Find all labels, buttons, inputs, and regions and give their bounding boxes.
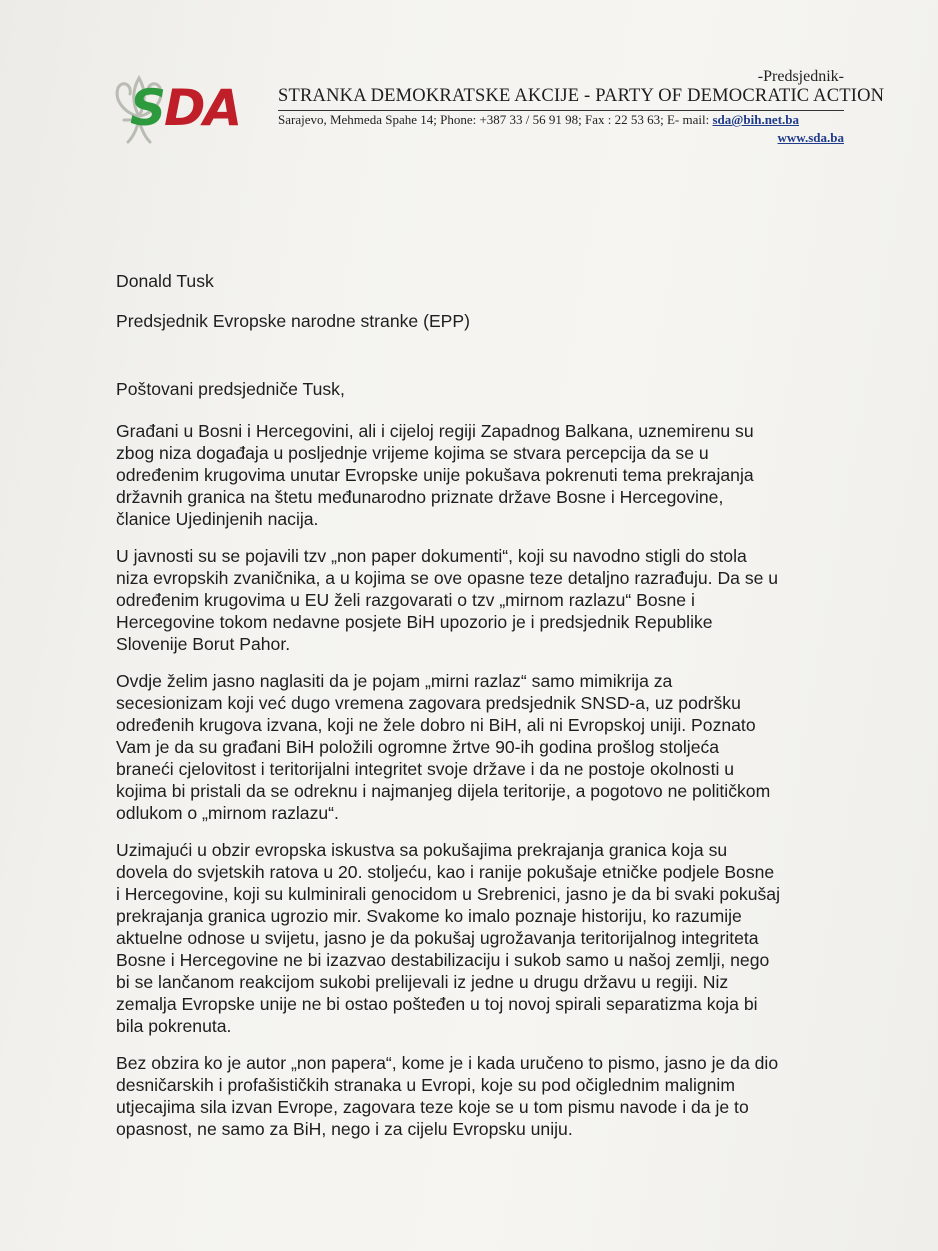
paragraph-line: odlukom o „mirnom razlazu“. [116,803,339,823]
website-link[interactable]: www.sda.ba [777,130,844,145]
paragraph-line: zbog niza događaja u posljednje vrijeme kojima se stvara percepcija da se u [116,443,709,463]
email-link[interactable]: sda@bih.net.ba [712,112,799,127]
recipient-name: Donald Tusk [116,271,214,291]
paragraph-line: prekrajanja granica ugrozio mir. Svakome ko imalo poznaje historiju, ko razumije [116,906,742,926]
salutation: Poštovani predsjedniče Tusk, [116,379,345,399]
recipient-title: Predsjednik Evropske narodne stranke (EPP) [116,311,471,331]
paragraph-1 [116,420,866,530]
paragraph-line: opasnost, ne samo za BiH, nego i za cijelu Evropsku uniju. [116,1119,573,1139]
paragraph-line: bi se lančanom reakcijom sukobi prelijevali iz jedne u drugu državu u regiji. Niz [116,972,729,992]
paragraph-line: niza evropskih zvaničnika, a u kojima se ove opasne teze detaljno razrađuju. Da se u [116,568,779,588]
letterhead [100,60,885,160]
paragraph-line: Hercegovine tokom nedavne posjete BiH upozorio je i predsjednik Republike [116,612,713,632]
paragraph-line: bila pokrenuta. [116,1016,232,1036]
paragraph-line: secesionizam koji već dugo vremena zagovara predsjednik SNSD-a, uz podršku [116,693,741,713]
paragraph-line: i Hercegovine, koji su kulminirali genocidom u Srebrenici, jasno je da bi svaki pokušaj [116,884,781,904]
contact-line [278,112,799,128]
paragraph-line: određenim krugovima unutar Evropske unije pokušava pokrenuti tema prekrajanja [116,465,754,485]
paragraph-line: Slovenije Borut Pahor. [116,634,291,654]
paragraph-line: Bosne i Hercegovine ne bi izazvao destabilizaciju i sukob samo u našoj zemlji, nego [116,950,770,970]
paragraph-line: članice Ujedinjenih nacija. [116,509,319,529]
logo-wordmark: SDA [130,79,241,137]
paragraph-line: određenim krugovima u EU želi razgovarati o tzv „mirnom razlazu“ Bosne i [116,590,695,610]
paragraph-line: Građani u Bosni i Hercegovini, ali i cijeloj regiji Zapadnog Balkana, uznemirenu su [116,421,754,441]
paragraph-line: državnih granica na štetu međunarodno priznate države Bosne i Hercegovine, [116,487,724,507]
paragraph-line: desničarskih i profašističkih stranaka u Evropi, koje su pod očiglednim malignim [116,1075,735,1095]
paragraph-line: zemalja Evropske unije ne bi ostao pošteđen u toj novoj spirali separatizma koja bi [116,994,758,1014]
paragraph-line: Vam je da su građani BiH položili ogromne žrtve 90-ih godina prošlog stoljeća [116,737,720,757]
sda-logo [100,68,250,148]
paragraph-2 [116,545,866,655]
letter-body [116,270,866,1140]
contact-details: Sarajevo, Mehmeda Spahe 14; Phone: +387 33 / 56 91 98; Fax : 22 53 63; E- mail: [278,112,713,127]
paragraph-line: Uzimajući u obzir evropska iskustva sa pokušajima prekrajanja granica koja su [116,840,728,860]
paragraph-line: kojima bi pristali da se odreknu i najmanjeg dijela teritorije, a pogotovo ne političkom [116,781,771,801]
paragraph-line: aktuelne odnose u svijetu, jasno je da pokušaj ugrožavanja teritorijalnog integriteta [116,928,759,948]
paragraph-line: U javnosti su se pojavili tzv „non paper dokumenti“, koji su navodno stigli do stola [116,546,747,566]
paragraph-line: Bez obzira ko je autor „non papera“, kome je i kada uručeno to pismo, jasno je da dio [116,1053,779,1073]
president-label: -Predsjednik- [757,68,844,85]
paragraph-line: utjecajima sila izvan Evrope, zagovara teze koje se u tom pismu navode i da je to [116,1097,749,1117]
paragraph-4 [116,839,866,1037]
paragraph-line: braneći cjelovitost i teritorijalni integritet svoje države i da ne postoje okolnosti u [116,759,735,779]
paragraph-3 [116,670,866,824]
party-name: STRANKA DEMOKRATSKE AKCIJE - PARTY OF DEMOCRATIC ACTION [278,86,844,111]
paragraph-line: Ovdje želim jasno naglasiti da je pojam „mirni razlaz“ samo mimikrija za [116,671,673,691]
paragraph-line: određenih krugova izvana, koji ne žele dobro ni BiH, ali ni Evropskoj uniji. Poznato [116,715,756,735]
paragraph-line: dovela do svjetskih ratova u 20. stoljeću, kao i ranije pokušaje etničke podjele Bosne [116,862,775,882]
paragraph-5 [116,1052,866,1140]
